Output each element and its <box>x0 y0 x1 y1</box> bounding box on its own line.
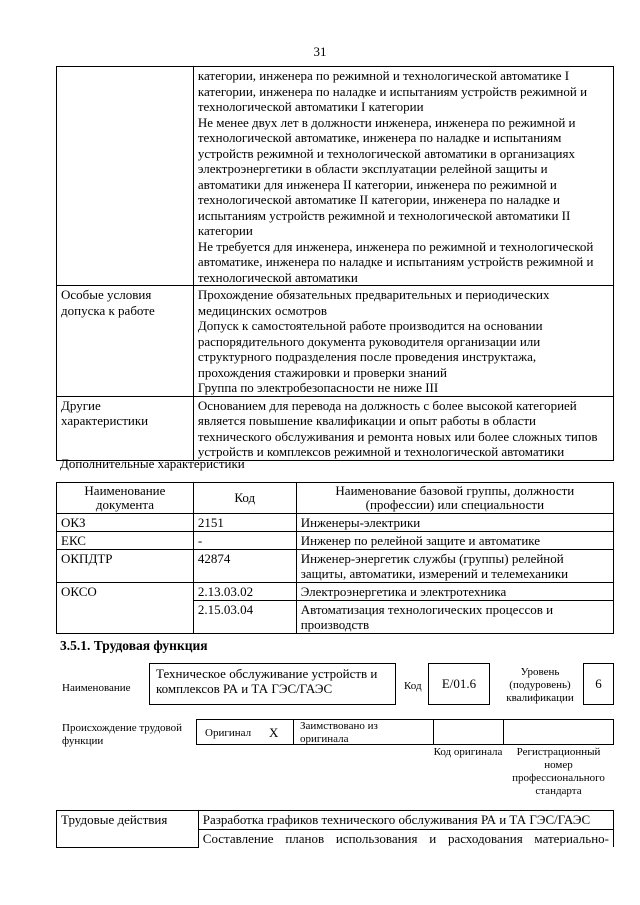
code-cell: 2.15.03.04 <box>193 601 296 634</box>
row-label: Особые условия допуска к работе <box>57 286 194 397</box>
level-label: Уровень (подуровень) квалификации <box>506 666 574 704</box>
reg-number-cell <box>503 719 614 745</box>
text-line: структурного подразделения после проведения инструктажа, <box>197 349 537 364</box>
doc-cell: ОКСО <box>57 583 194 634</box>
borrowed-cell <box>293 719 433 745</box>
table-header-row <box>57 483 614 514</box>
name-cell: Автоматизация технологических процессов и производств <box>296 601 613 634</box>
code-cell: 2.13.03.02 <box>193 583 296 601</box>
code-cell: - <box>193 532 296 550</box>
column-header: Наименование документа <box>57 483 194 514</box>
code-cell: 42874 <box>193 550 296 583</box>
table-row <box>57 286 614 397</box>
text-line: Не менее двух лет в должности инженера, инженера по режимной и <box>197 114 576 130</box>
level-value-box: 6 <box>583 663 614 705</box>
text-line: прохождения стажировки и проверки знаний <box>197 364 447 380</box>
name-cell: Электроэнергетика и электротехника <box>296 583 613 601</box>
original-cell <box>196 719 293 745</box>
text-line: медицинских осмотров <box>197 302 328 318</box>
reg-number-label: Регистрационный номер профессионального стандарта <box>512 746 605 797</box>
text-line: категории <box>197 223 253 238</box>
doc-cell: ОКПДТР <box>57 550 194 583</box>
name-cell: Инженеры-электрики <box>296 514 613 532</box>
text-line: Группа по электробезопасности не ниже III <box>197 380 439 395</box>
text-line: технологической автоматике II категории, инженера по наладке и <box>197 192 561 207</box>
text-line: Основанием для перевода на должность с более высокой категорией <box>197 397 577 413</box>
code-original-cell <box>433 719 503 745</box>
function-name-box: Техническое обслуживание устройств и комплексов РА и ТА ГЭС/ГАЭС <box>149 663 396 705</box>
row-content <box>193 67 613 286</box>
row-content <box>193 286 613 397</box>
additional-table <box>56 482 614 634</box>
text-line: Не требуется для инженера, инженера по режимной и технологической <box>197 238 594 254</box>
text-line: автоматике, инженера по наладке и испытаниям устройств режимной и <box>197 254 594 269</box>
page-number: 31 <box>313 44 327 59</box>
action-item: Составление планов использования и расходования материально- <box>198 829 613 847</box>
text-line: распорядительного документа руководителя организации или <box>197 333 541 349</box>
text-line: категории, инженера по наладке и испытаниям устройств режимной и <box>197 83 588 99</box>
text-line: устройств режимной и технологической автоматики в организациях <box>197 145 575 161</box>
doc-cell: ОКЗ <box>57 514 194 532</box>
table-row <box>57 532 614 550</box>
borrowed-label: Заимствовано из оригинала <box>300 720 378 745</box>
text-line: технологической автоматике, инженера по наладке и испытаниям <box>197 130 562 145</box>
text-line: является повышение квалификации и опыт работы в области <box>197 413 536 428</box>
code-label: Код <box>404 680 422 692</box>
additional-heading: Дополнительные характеристики <box>60 456 245 471</box>
name-label: Наименование <box>62 682 131 694</box>
text-line: категории, инженера по режимной и технологической автоматике I <box>197 68 570 83</box>
original-mark: X <box>269 725 279 740</box>
column-header: Наименование базовой группы, должности (профессии) или специальности <box>296 483 613 514</box>
table-row <box>57 550 614 583</box>
text-line: устройств и комплексов режимной и технологической автоматики <box>197 444 565 459</box>
labor-actions-table <box>56 810 614 848</box>
column-header: Код <box>193 483 296 514</box>
table-row <box>57 514 614 532</box>
code-value-box: E/01.6 <box>428 663 490 705</box>
name-cell: Инженер по релейной защите и автоматике <box>296 532 613 550</box>
origin-label: Происхождение трудовой функции <box>62 722 183 747</box>
code-cell: 2151 <box>193 514 296 532</box>
text-line: Допуск к самостоятельной работе производится на основании <box>197 318 543 333</box>
conditions-table <box>56 66 614 461</box>
original-label: Оригинал <box>205 727 252 739</box>
row-label: Трудовые действия <box>57 811 199 848</box>
table-row <box>57 811 614 830</box>
name-cell: Инженер-энергетик службы (группы) релейной защиты, автоматики, измерений и телемеханики <box>296 550 613 583</box>
row-label <box>57 67 194 286</box>
text-line: технологической автоматики <box>197 269 358 285</box>
text-line: испытаниям устройств режимной и технологической автоматики II <box>197 207 571 223</box>
code-original-label: Код оригинала <box>433 746 503 758</box>
row-content <box>193 396 613 460</box>
table-row <box>57 67 614 286</box>
text-line: автоматики для инженера II категории, инженера по режимной и <box>197 176 557 192</box>
text-line: электроэнергетики в области эксплуатации релейной защиты и <box>197 161 548 176</box>
section-heading: 3.5.1. Трудовая функция <box>60 638 208 653</box>
row-label: Другие характеристики <box>57 396 194 460</box>
text-line: технологической автоматики I категории <box>197 99 424 114</box>
table-row <box>57 396 614 460</box>
doc-cell: ЕКС <box>57 532 194 550</box>
action-item: Разработка графиков технического обслуживания РА и ТА ГЭС/ГАЭС <box>198 811 613 830</box>
text-line: технического обслуживания и ремонта новых или более сложных типов <box>197 428 598 444</box>
table-row <box>57 583 614 601</box>
text-line: Прохождение обязательных предварительных и периодических <box>197 287 550 302</box>
